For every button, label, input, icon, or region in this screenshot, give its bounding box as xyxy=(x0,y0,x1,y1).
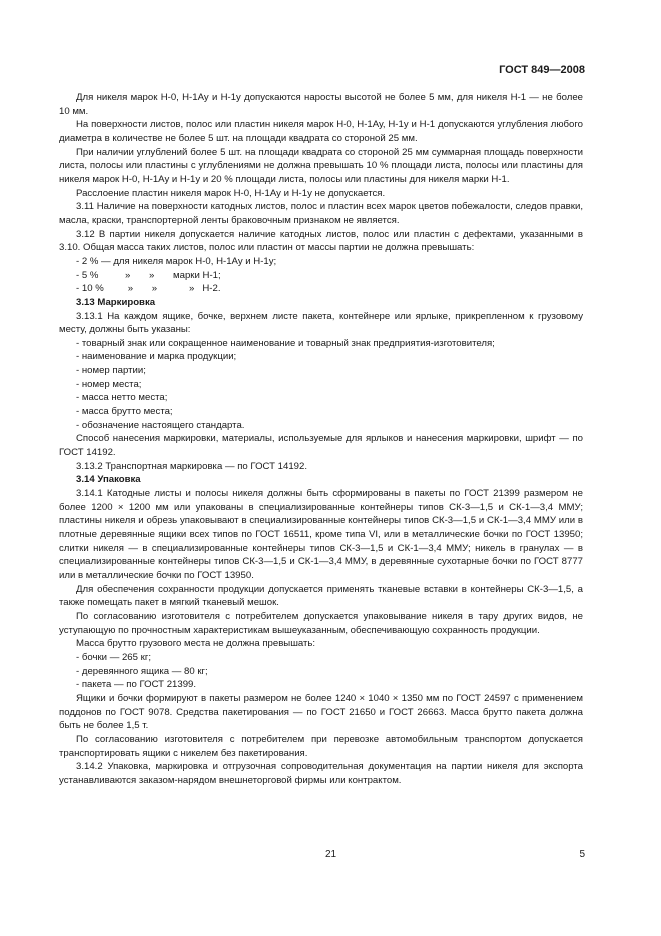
paragraph: Расслоение пластин никеля марок Н-0, Н-1Ау и Н-1у не допускается. xyxy=(76,187,386,199)
paragraph: Масса брутто грузового места не должна превышать: xyxy=(76,638,316,650)
page-number-center: 21 xyxy=(324,849,337,860)
list-item: - пакета — по ГОСТ 21399. xyxy=(76,679,197,691)
section-heading: 3.13 Маркировка xyxy=(76,296,156,308)
paragraph: 3.14.1 Катодные листы и полосы никеля должны быть сформированы в пакеты по ГОСТ 21399 размером не более 1200 × 1200 мм или упакованы в специализированные контейнеры типов СК-3—1,5 и СК-1—3,4 ММУ; пластины никеля и обрезь упаковывают в специализированные контейнеры типов СК-3—1,5 и СК-1—3,4 ММУ или в плотные деревянные ящики всех типов по ГОСТ 16511, кроме типа VI, или в металлические бочки по ГОСТ 13950; слитки никеля — в специализированные контейнеры типов СК-3—1,5 и СК-1—3,4 ММУ; никель в гранулах — в специализированные контейнеры типов СК-3—1,5 и СК-1—3,4 ММУ, в деревянные сухотарные бочки по ГОСТ 8777 или в металлические бочки по ГОСТ 13950. xyxy=(59,488,583,581)
list-item: - 2 % — для никеля марок Н-0, Н-1Ау и Н-1у; xyxy=(76,255,277,267)
paragraph: 3.14.2 Упаковка, маркировка и отгрузочная сопроводительная документация на партии никеля для экспорта устанавливаются заказом-нарядом внешнеторговой фирмы или контрактом. xyxy=(59,761,583,786)
page-number-right: 5 xyxy=(579,849,585,860)
list-item: - 5 % » » марки Н-1; xyxy=(76,269,221,281)
list-item: - наименование и марка продукции; xyxy=(76,351,237,363)
document-header-standard: ГОСТ 849—2008 xyxy=(499,64,585,76)
list-item: - масса нетто места; xyxy=(76,392,168,404)
list-item: - масса брутто места; xyxy=(76,406,173,418)
list-item: - деревянного ящика — 80 кг; xyxy=(76,665,208,677)
paragraph: 3.11 Наличие на поверхности катодных листов, полос и пластин всех марок цветов побежалости, следов правки, масла, краски, транспортерной ленты браковочным признаком не является. xyxy=(59,201,583,226)
list-item: - товарный знак или сокращенное наименование и товарный знак предприятия-изготовителя; xyxy=(76,337,495,349)
paragraph: 3.13.1 На каждом ящике, бочке, верхнем листе пакета, контейнере или ярлыке, прикрепленном к грузовому месту, должны быть указаны: xyxy=(59,310,583,336)
list-item: - номер места; xyxy=(76,378,142,390)
paragraph: Способ нанесения маркировки, материалы, используемые для ярлыков и нанесения маркировки, шрифт — по ГОСТ 14192. xyxy=(59,433,583,459)
list-item: - 10 % » » » Н-2. xyxy=(76,283,221,295)
section-heading: 3.14 Упаковка xyxy=(76,474,141,486)
paragraph: На поверхности листов, полос или пластин никеля марок Н-0, Н-1Ау, Н-1у и Н-1 допускаются углубления любого диаметра в количестве не более 5 шт. на площади квадрата со стороной 25 мм. xyxy=(59,119,583,144)
list-item: - номер партии; xyxy=(76,365,146,377)
paragraph: Ящики и бочки формируют в пакеты размером не более 1240 × 1040 × 1350 мм по ГОСТ 24597 с применением поддонов по ГОСТ 9078. Средства пакетирования — по ГОСТ 21650 и ГОСТ 26663. Масса брутто пакета должна быть не более 1,5 т. xyxy=(59,692,583,732)
list-item: - бочки — 265 кг; xyxy=(76,651,151,663)
paragraph: По согласованию изготовителя с потребителем при перевозке автомобильным транспортом допускается транспортировать ящики с никелем без пакетирования. xyxy=(59,733,583,759)
paragraph: При наличии углублений более 5 шт. на площади квадрата со стороной 25 мм суммарная площадь поверхности листа, полосы или пластины с углублениями не должна превышать 10 % площади листа, полосы или пластины для никеля марок Н-0, Н-1Ау и Н-1у и 20 % площади листа, полосы или пластины для никеля марки Н-1. xyxy=(59,146,583,185)
paragraph: По согласованию изготовителя с потребителем допускается упаковывание никеля в тару других видов, не уступающую по прочностным характеристикам вышеуказанным, обеспечивающую сохранность продукции. xyxy=(59,610,583,636)
list-item: - обозначение настоящего стандарта. xyxy=(76,419,245,431)
document-body xyxy=(59,91,583,787)
paragraph: 3.12 В партии никеля допускается наличие катодных листов, полос или пластин с дефектами, указанными в 3.10. Общая масса таких листов, полос или пластин от массы партии не должна превышать: xyxy=(59,228,583,254)
paragraph: Для обеспечения сохранности продукции допускается применять тканевые вставки в контейнеры СК-3—1,5, а также помещать пакет в мягкий тканевый мешок. xyxy=(59,583,583,609)
paragraph: Для никеля марок Н-0, Н-1Ау и Н-1у допускаются наросты высотой не более 5 мм, для никеля Н-1 — не более 10 мм. xyxy=(59,92,583,117)
paragraph: 3.13.2 Транспортная маркировка — по ГОСТ 14192. xyxy=(76,460,308,472)
